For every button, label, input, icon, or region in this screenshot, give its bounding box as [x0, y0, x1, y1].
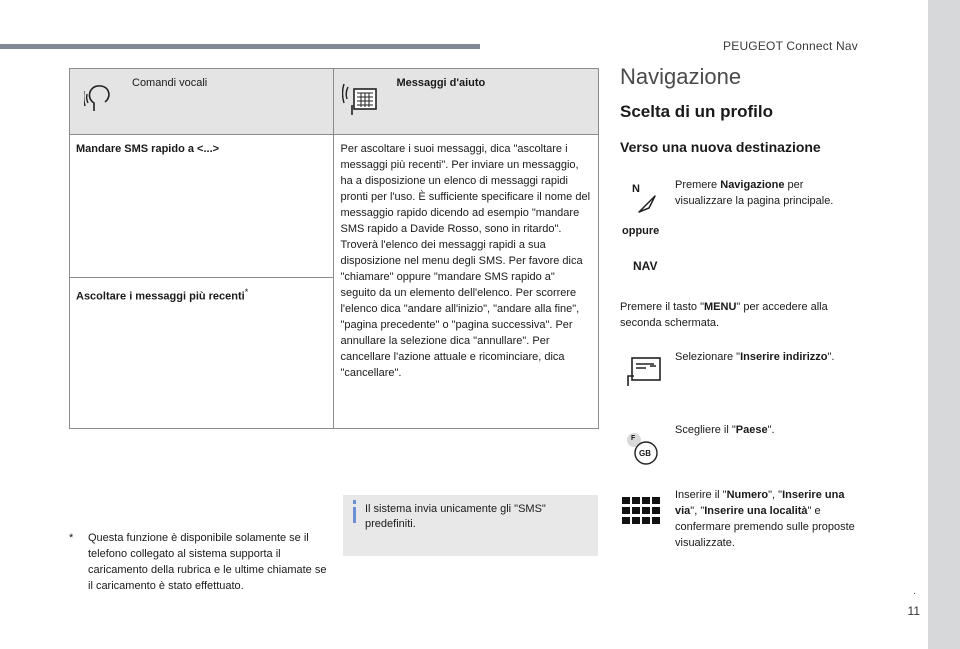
step-bold: Numero: [726, 489, 769, 501]
info-icon-dot: [353, 500, 356, 504]
address-entry-icon: [624, 356, 662, 388]
response-cell: [334, 135, 599, 429]
step-bold: Inserire una via: [675, 489, 845, 517]
col-header-help-messages: [334, 69, 599, 135]
footnote: [69, 530, 327, 594]
step-text: Premere: [675, 179, 721, 191]
step-text: per visualizzare la pagina principale.: [675, 179, 834, 207]
step-bold: Paese: [735, 424, 768, 436]
col-header-voice-commands: [70, 69, 334, 135]
step-text: Premere il tasto ": [620, 301, 704, 313]
voice-commands-table: [69, 68, 599, 429]
info-text: Il sistema invia unicamente gli "SMS" predefiniti.: [365, 503, 546, 530]
voice-help-icon: [342, 81, 382, 117]
step-bold: Inserire una località: [704, 505, 808, 517]
header-bar: [0, 44, 480, 49]
header-title: PEUGEOT Connect Nav: [723, 39, 858, 53]
col-header-label: Messaggi d'aiuto: [396, 77, 486, 89]
navigation-arrow-icon: [635, 192, 661, 216]
step-text: ", ": [768, 489, 783, 501]
command-cell: [70, 278, 334, 429]
page-number: 11: [907, 604, 920, 618]
step-text: ".: [827, 351, 835, 363]
country-badge-gb: GB: [639, 449, 651, 458]
voice-command-icon: [84, 81, 118, 115]
section-title: Navigazione: [620, 64, 742, 89]
command-cell: [70, 135, 334, 278]
info-icon: [353, 507, 356, 523]
step-text: ", ": [690, 505, 705, 517]
step-text: Selezionare ": [675, 351, 741, 363]
step-bold: Inserire indirizzo: [740, 351, 828, 363]
step-bold: Navigazione: [720, 179, 785, 191]
section-subtitle: Scelta di un profilo: [620, 102, 774, 121]
step-text: Inserire il ": [675, 489, 727, 501]
page-marker: .: [913, 586, 916, 597]
footnote-star: *: [69, 532, 74, 544]
asterisk-mark: *: [244, 287, 249, 297]
country-badge-f: F: [631, 435, 636, 442]
command-text: Mandare SMS rapido a <...>: [76, 143, 220, 155]
compass-letter: N: [632, 183, 640, 195]
side-strip: [928, 0, 960, 649]
step-address-text: [675, 349, 860, 365]
col-header-label: Comandi vocali: [132, 77, 208, 89]
nav-button-label: NAV: [633, 259, 658, 273]
command-text: Ascoltare i messaggi più recenti: [76, 290, 245, 303]
footnote-text: Questa funzione è disponibile solamente se il telefono collegato al sistema supporta il caricamento della rubrica e le ultime chiamate se il caricamento è stato effettuato.: [88, 532, 327, 592]
step-country-text: [675, 422, 860, 438]
keypad-icon: [622, 497, 662, 525]
step-text: ".: [767, 424, 775, 436]
step-navigation-text: [675, 177, 860, 209]
step-menu-text: [620, 299, 860, 331]
step-input-text: [675, 487, 860, 551]
response-text: Per ascoltare i suoi messaggi, dica "ascoltare i messaggi più recenti". Per inviare un messaggio, ha a disposizione un elenco di messaggi rapidi pronti per l'uso. È sufficiente specificare il nome del messaggio rapido dicendo ad esempio "mandare SMS rapido a Davide Rosso, sono in ritardo". Troverà l'elenco dei messaggi rapidi a sua disposizione nel menu degli SMS. Per favore dica "chiamare" oppure "mandare SMS rapido a" seguito da un elemento dell'elenco. Per scorrere l'elenco dica "andare all'inizio", "andare alla fine", "pagina precedente" o "pagina successiva". Per annullare la selezione dica "annullare". Per cancellare l'azione attuale e ricominciare, dica "cancellare".: [340, 143, 591, 379]
step-text: Scegliere il ": [675, 424, 736, 436]
step-text: " e confermare premendo sulle proposte visualizzate.: [675, 505, 855, 549]
section-heading: Verso una nuova destinazione: [620, 139, 821, 155]
step-bold: MENU: [704, 301, 737, 313]
or-label: oppure: [622, 225, 660, 237]
step-text: " per accedere alla seconda schermata.: [620, 301, 828, 329]
info-box: [343, 495, 598, 556]
